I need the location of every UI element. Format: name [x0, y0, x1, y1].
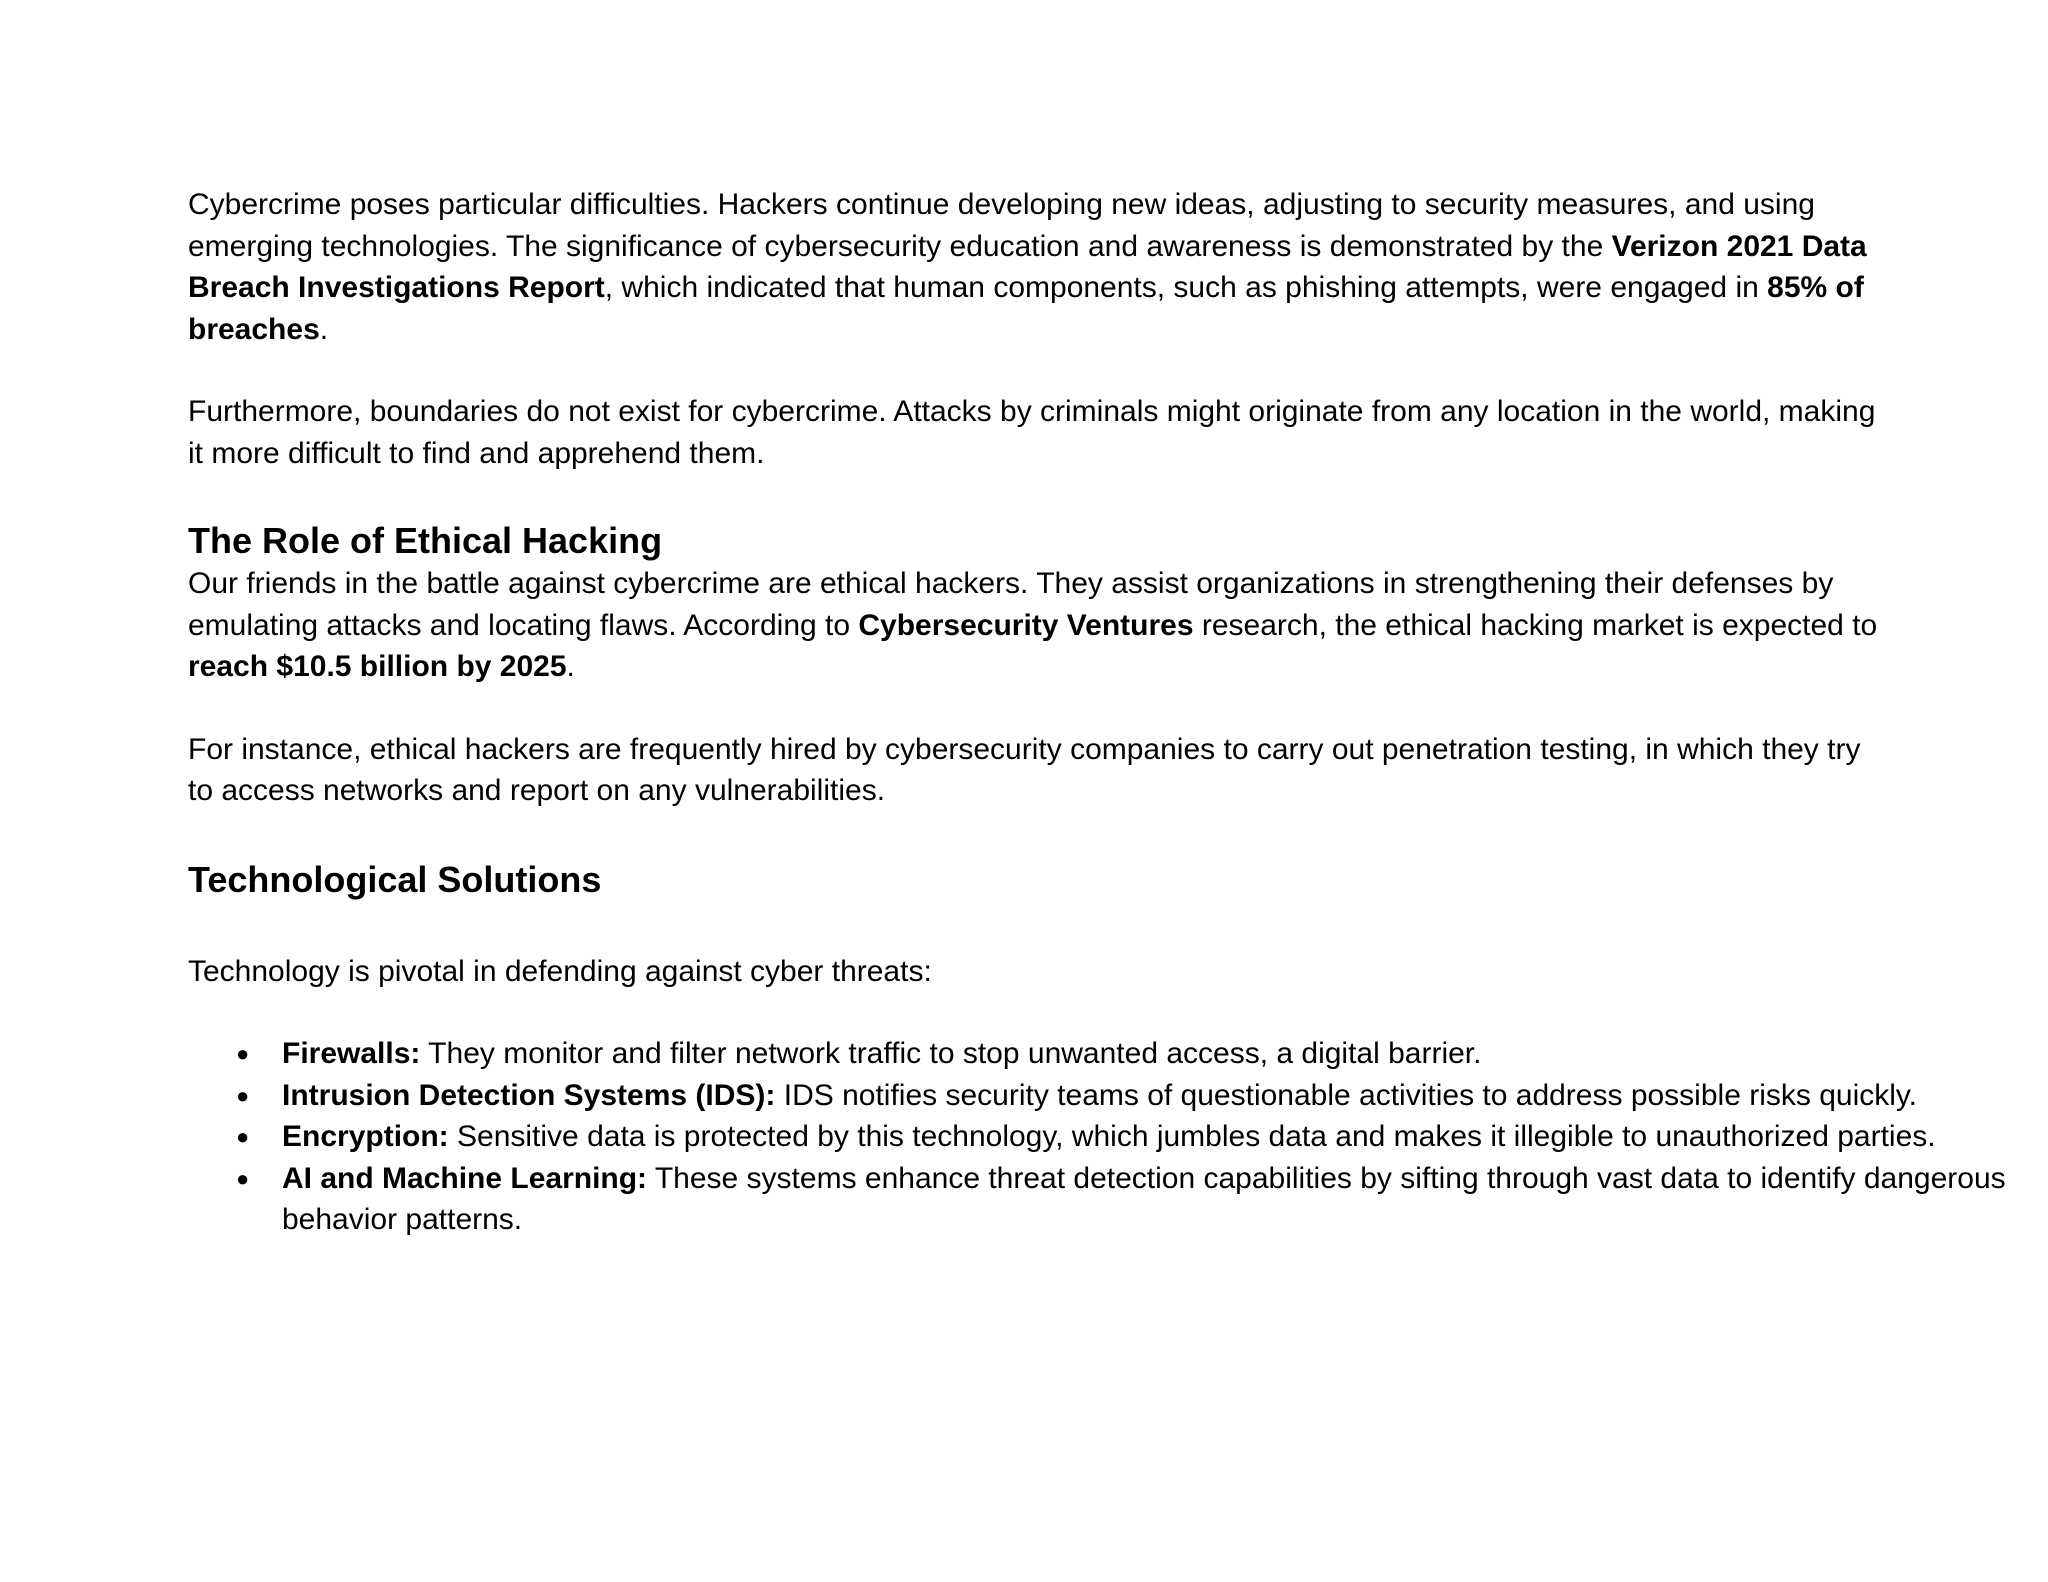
bold-report-name: Verizon 2021 Data Breach Investigations Report	[188, 229, 1867, 304]
section-heading-ethical-hacking: The Role of Ethical Hacking	[188, 520, 663, 561]
list-item-description: They monitor and filter network traffic to stop unwanted access, a digital barrier.	[420, 1037, 1482, 1070]
bullet-icon: ●	[236, 1082, 250, 1108]
paragraph-text: Cybercrime poses particular difficulties. Hackers continue developing new ideas, adjusting to security measures, and using emerging technologies. The significance of cybersecurity education and awareness is demonstrated by the	[188, 188, 1815, 263]
list-item-description: These systems enhance threat detection capabilities by sifting through vast data to identify dangerous behavior patterns.	[282, 1161, 2006, 1236]
list-item-term: Encryption:	[282, 1120, 449, 1153]
section-heading-technological-solutions: Technological Solutions	[188, 858, 602, 900]
paragraph-ethical-hackers	[188, 563, 1888, 688]
bullet-icon: ●	[236, 1165, 250, 1191]
paragraph-tech-intro: Technology is pivotal in defending against cyber threats:	[188, 954, 932, 988]
paragraph-text: .	[319, 312, 329, 346]
paragraph-text: .	[566, 650, 575, 683]
bullet-list-technologies	[188, 1033, 2006, 1241]
bullet-icon: ●	[236, 1041, 250, 1066]
paragraph-text: Our friends in the battle against cybercrime are ethical hackers. They assist organizations in strengthening their defenses by emulating attacks and locating flaws. According to	[188, 567, 1834, 642]
paragraph-penetration-testing: For instance, ethical hackers are frequently hired by cybersecurity companies to carry out penetration testing, in which they try to access networks and report on any vulnerabilities.	[188, 732, 1861, 807]
paragraph-boundaries: Furthermore, boundaries do not exist for cybercrime. Attacks by criminals might originate from any location in the world, making it more difficult to find and apprehend them.	[188, 395, 1876, 470]
bold-statistic: reach $10.5 billion by 2025	[188, 650, 567, 683]
list-item-description: IDS notifies security teams of questionable activities to address possible risks quickly.	[775, 1078, 1918, 1112]
bold-source-name: Cybersecurity Ventures	[858, 608, 1194, 642]
paragraph-cybercrime-difficulties	[188, 184, 1888, 350]
bold-statistic: 85% of breaches	[188, 271, 1864, 346]
paragraph-text: research, the ethical hacking market is expected to	[1193, 608, 1878, 642]
bullet-icon: ●	[236, 1124, 250, 1149]
list-item-term: Intrusion Detection Systems (IDS):	[282, 1078, 776, 1112]
list-item	[188, 1116, 2042, 1158]
list-item	[188, 1033, 2042, 1075]
document-page	[188, 184, 2006, 1241]
list-item	[188, 1075, 2042, 1117]
list-item-term: AI and Machine Learning:	[282, 1161, 648, 1195]
list-item-term: Firewalls:	[282, 1037, 421, 1070]
list-item	[188, 1158, 2042, 1241]
list-item-description: Sensitive data is protected by this technology, which jumbles data and makes it illegible to unauthorized parties.	[448, 1120, 1936, 1153]
paragraph-text: , which indicated that human components, such as phishing attempts, were engaged in	[604, 271, 1768, 304]
